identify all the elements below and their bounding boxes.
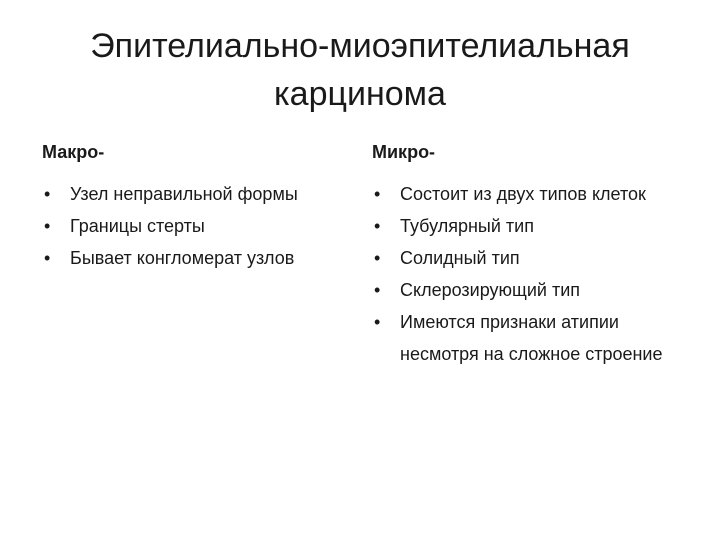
micro-list [372,178,692,370]
list-item [372,306,692,370]
bullet-icon: • [374,184,381,204]
list-item-text: Узел неправильной формы [70,184,298,204]
list-item-text: Склерозирующий тип [400,280,580,300]
list-item [372,210,692,242]
bullet-icon: • [374,312,381,332]
list-item [372,242,692,274]
micro-column [372,138,692,370]
list-item [42,242,362,274]
bullet-icon: • [374,216,381,236]
bullet-icon: • [374,280,381,300]
bullet-icon: • [44,216,51,236]
list-item-text: Тубулярный тип [400,216,534,236]
micro-heading: Микро- [372,142,436,162]
list-item-text: Состоит из двух типов клеток [400,184,646,204]
slide-title [40,22,680,118]
list-item [372,178,692,210]
list-item [372,274,692,306]
list-item-text: Бывает конгломерат узлов [70,248,295,268]
title-line-2: карцинома [274,75,446,113]
title-line-1: Эпителиально-миоэпителиальная [90,27,630,65]
list-item [42,210,362,242]
macro-list [42,178,362,274]
list-item-text: Границы стерты [70,216,205,236]
macro-column [42,138,362,274]
list-item [42,178,362,210]
bullet-icon: • [374,248,381,268]
list-item-text: Солидный тип [400,248,520,268]
list-item-text: Имеются признаки атипии несмотря на сложное строение [400,312,663,364]
bullet-icon: • [44,248,51,268]
bullet-icon: • [44,184,51,204]
macro-heading: Макро- [42,142,105,162]
